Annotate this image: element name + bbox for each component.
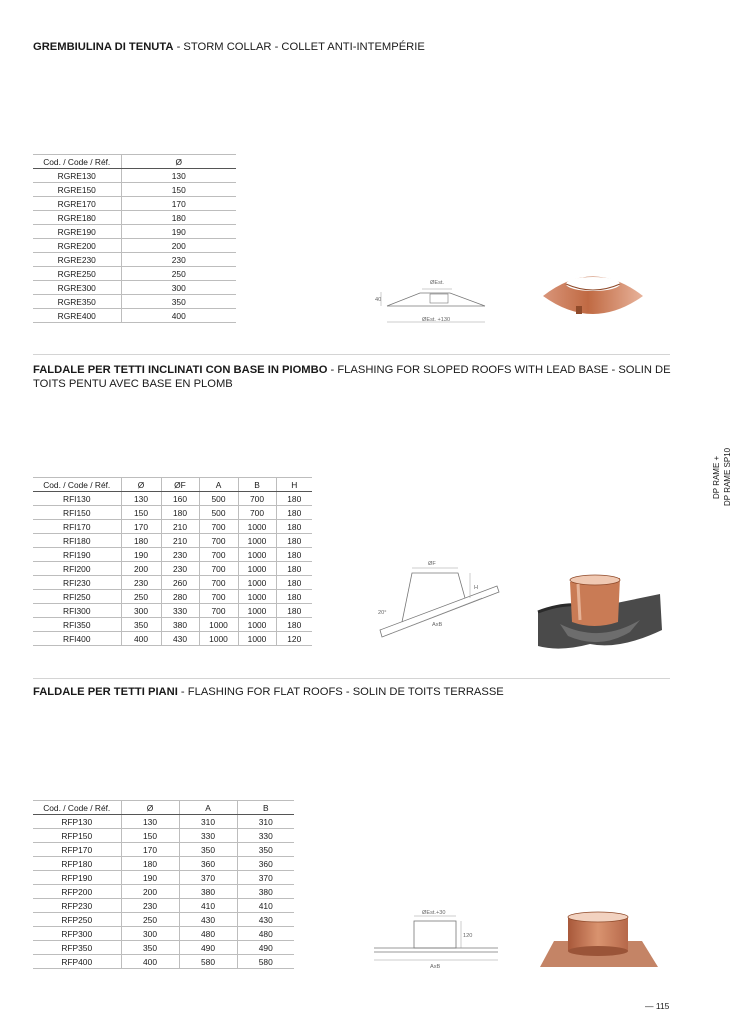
diagram-label-h: H xyxy=(474,585,479,591)
value-cell: 190 xyxy=(121,871,179,885)
value-cell: 500 xyxy=(199,492,238,506)
column-header: B xyxy=(237,801,294,815)
table-row xyxy=(33,295,236,309)
value-cell: 250 xyxy=(121,590,161,604)
value-cell: 180 xyxy=(121,211,236,225)
column-header: Ø xyxy=(121,801,179,815)
side-label-line-1: DP RAME + xyxy=(712,455,721,499)
value-cell: 330 xyxy=(237,829,294,843)
table-row xyxy=(33,857,294,871)
table-row xyxy=(33,927,294,941)
column-header: ØF xyxy=(161,478,199,492)
product-code-cell: RGRE250 xyxy=(33,267,121,281)
product-code-cell: RFP230 xyxy=(33,899,121,913)
value-cell: 400 xyxy=(121,955,179,969)
table-row xyxy=(33,829,294,843)
value-cell: 230 xyxy=(121,253,236,267)
value-cell: 480 xyxy=(237,927,294,941)
value-cell: 310 xyxy=(179,815,237,829)
value-cell: 330 xyxy=(161,604,199,618)
value-cell: 490 xyxy=(179,941,237,955)
value-cell: 230 xyxy=(121,576,161,590)
side-label-line-2: DP RAME SP10 xyxy=(723,447,732,506)
value-cell: 180 xyxy=(276,590,312,604)
value-cell: 700 xyxy=(238,492,276,506)
value-cell: 130 xyxy=(121,492,161,506)
product-code-cell: RFI180 xyxy=(33,534,121,548)
value-cell: 230 xyxy=(161,562,199,576)
flat-roof-flashing-table xyxy=(33,800,294,969)
storm-collar-diagram xyxy=(372,275,502,330)
product-code-cell: RGRE150 xyxy=(33,183,121,197)
column-header: A xyxy=(199,478,238,492)
value-cell: 1000 xyxy=(238,604,276,618)
value-cell: 170 xyxy=(121,520,161,534)
table-row xyxy=(33,211,236,225)
value-cell: 210 xyxy=(161,534,199,548)
value-cell: 180 xyxy=(276,604,312,618)
value-cell: 700 xyxy=(199,534,238,548)
column-header: A xyxy=(179,801,237,815)
value-cell: 210 xyxy=(161,520,199,534)
sloped-flashing-photo xyxy=(530,572,665,652)
value-cell: 400 xyxy=(121,632,161,646)
value-cell: 700 xyxy=(199,548,238,562)
table-row xyxy=(33,239,236,253)
value-cell: 580 xyxy=(237,955,294,969)
product-code-cell: RFI300 xyxy=(33,604,121,618)
value-cell: 230 xyxy=(121,899,179,913)
value-cell: 430 xyxy=(161,632,199,646)
table-row xyxy=(33,562,312,576)
value-cell: 180 xyxy=(276,548,312,562)
value-cell: 1000 xyxy=(238,632,276,646)
flat-flashing-photo xyxy=(540,905,660,971)
value-cell: 350 xyxy=(179,843,237,857)
table-header-row xyxy=(33,478,312,492)
table-row xyxy=(33,899,294,913)
value-cell: 380 xyxy=(179,885,237,899)
value-cell: 1000 xyxy=(238,590,276,604)
value-cell: 260 xyxy=(161,576,199,590)
value-cell: 180 xyxy=(276,492,312,506)
value-cell: 490 xyxy=(237,941,294,955)
diagram-label-40: 40 xyxy=(375,297,382,303)
column-header: Ø xyxy=(121,478,161,492)
value-cell: 180 xyxy=(121,534,161,548)
value-cell: 1000 xyxy=(199,632,238,646)
value-cell: 150 xyxy=(121,183,236,197)
product-code-cell: RFP400 xyxy=(33,955,121,969)
table-row xyxy=(33,492,312,506)
value-cell: 430 xyxy=(179,913,237,927)
value-cell: 350 xyxy=(121,941,179,955)
value-cell: 180 xyxy=(121,857,179,871)
value-cell: 700 xyxy=(238,506,276,520)
diagram-label-of: ØF xyxy=(428,561,436,567)
sloped-flashing-diagram xyxy=(372,558,507,653)
product-code-cell: RFI400 xyxy=(33,632,121,646)
table-row xyxy=(33,941,294,955)
product-code-cell: RFI130 xyxy=(33,492,121,506)
diagram-label-axb: AxB xyxy=(432,622,443,628)
product-code-cell: RGRE130 xyxy=(33,169,121,183)
table-row xyxy=(33,281,236,295)
value-cell: 380 xyxy=(237,885,294,899)
table-row xyxy=(33,183,236,197)
product-code-cell: RFP170 xyxy=(33,843,121,857)
diagram-label-est: ØEst. xyxy=(430,280,444,286)
value-cell: 700 xyxy=(199,576,238,590)
diagram-label-est-30: ØEst.+30 xyxy=(422,910,446,916)
storm-collar-photo xyxy=(538,262,648,324)
table-row xyxy=(33,534,312,548)
value-cell: 700 xyxy=(199,590,238,604)
value-cell: 350 xyxy=(121,618,161,632)
value-cell: 1000 xyxy=(238,548,276,562)
table-row xyxy=(33,955,294,969)
product-code-cell: RFP180 xyxy=(33,857,121,871)
storm-collar-table xyxy=(33,154,236,323)
column-header: Ø xyxy=(121,155,236,169)
value-cell: 300 xyxy=(121,927,179,941)
column-header: Cod. / Code / Réf. xyxy=(33,155,121,169)
value-cell: 180 xyxy=(276,576,312,590)
value-cell: 1000 xyxy=(238,534,276,548)
value-cell: 150 xyxy=(121,506,161,520)
product-code-cell: RFP150 xyxy=(33,829,121,843)
table-row xyxy=(33,225,236,239)
table-row xyxy=(33,548,312,562)
value-cell: 350 xyxy=(121,295,236,309)
table-row xyxy=(33,843,294,857)
value-cell: 230 xyxy=(161,548,199,562)
table-row xyxy=(33,913,294,927)
product-code-cell: RFP300 xyxy=(33,927,121,941)
product-code-cell: RGRE400 xyxy=(33,309,121,323)
diagram-label-120: 120 xyxy=(463,933,473,939)
column-header: Cod. / Code / Réf. xyxy=(33,801,121,815)
value-cell: 190 xyxy=(121,548,161,562)
value-cell: 130 xyxy=(121,815,179,829)
value-cell: 250 xyxy=(121,913,179,927)
flat-flashing-diagram xyxy=(372,910,502,970)
product-code-cell: RGRE190 xyxy=(33,225,121,239)
product-code-cell: RGRE170 xyxy=(33,197,121,211)
value-cell: 1000 xyxy=(238,520,276,534)
table-row xyxy=(33,885,294,899)
product-code-cell: RGRE300 xyxy=(33,281,121,295)
value-cell: 180 xyxy=(276,618,312,632)
side-label xyxy=(706,440,742,510)
value-cell: 160 xyxy=(161,492,199,506)
value-cell: 1000 xyxy=(238,562,276,576)
column-header: H xyxy=(276,478,312,492)
product-code-cell: RGRE200 xyxy=(33,239,121,253)
table-row xyxy=(33,267,236,281)
value-cell: 410 xyxy=(237,899,294,913)
section-1-title: GREMBIULINA DI TENUTA - STORM COLLAR - COLLET ANTI-INTEMPÉRIE xyxy=(33,41,425,53)
value-cell: 280 xyxy=(161,590,199,604)
value-cell: 700 xyxy=(199,520,238,534)
value-cell: 170 xyxy=(121,843,179,857)
value-cell: 360 xyxy=(179,857,237,871)
value-cell: 180 xyxy=(161,506,199,520)
diagram-label-axb: AxB xyxy=(430,964,441,970)
value-cell: 180 xyxy=(276,562,312,576)
product-code-cell: RFI230 xyxy=(33,576,121,590)
section-3-title: FALDALE PER TETTI PIANI - FLASHING FOR FLAT ROOFS - SOLIN DE TOITS TERRASSE xyxy=(33,686,504,698)
value-cell: 200 xyxy=(121,562,161,576)
column-header: Cod. / Code / Réf. xyxy=(33,478,121,492)
value-cell: 200 xyxy=(121,885,179,899)
product-code-cell: RFP350 xyxy=(33,941,121,955)
sloped-roof-flashing-table xyxy=(33,477,312,646)
value-cell: 180 xyxy=(276,534,312,548)
table-header-row xyxy=(33,801,294,815)
value-cell: 700 xyxy=(199,604,238,618)
value-cell: 700 xyxy=(199,562,238,576)
value-cell: 1000 xyxy=(238,576,276,590)
value-cell: 250 xyxy=(121,267,236,281)
product-code-cell: RFI350 xyxy=(33,618,121,632)
diagram-label-angle: 20° xyxy=(378,610,387,616)
table-row xyxy=(33,520,312,534)
value-cell: 500 xyxy=(199,506,238,520)
product-code-cell: RFP250 xyxy=(33,913,121,927)
value-cell: 370 xyxy=(237,871,294,885)
divider xyxy=(33,678,670,679)
table-row xyxy=(33,309,236,323)
value-cell: 310 xyxy=(237,815,294,829)
value-cell: 370 xyxy=(179,871,237,885)
value-cell: 150 xyxy=(121,829,179,843)
product-code-cell: RFI190 xyxy=(33,548,121,562)
value-cell: 180 xyxy=(276,520,312,534)
table-row xyxy=(33,169,236,183)
table-row xyxy=(33,506,312,520)
value-cell: 380 xyxy=(161,618,199,632)
table-row xyxy=(33,253,236,267)
value-cell: 360 xyxy=(237,857,294,871)
product-code-cell: RFI150 xyxy=(33,506,121,520)
section-2-title: FALDALE PER TETTI INCLINATI CON BASE IN PIOMBO - FLASHING FOR SLOPED ROOFS WITH LEAD BASE - SOLIN DE TOITS PENTU AVEC BASE EN PLOMB xyxy=(33,364,671,390)
value-cell: 300 xyxy=(121,281,236,295)
product-code-cell: RFI200 xyxy=(33,562,121,576)
table-row xyxy=(33,576,312,590)
value-cell: 350 xyxy=(237,843,294,857)
value-cell: 1000 xyxy=(238,618,276,632)
product-code-cell: RFP130 xyxy=(33,815,121,829)
table-row xyxy=(33,815,294,829)
table-row xyxy=(33,632,312,646)
table-header-row xyxy=(33,155,236,169)
value-cell: 200 xyxy=(121,239,236,253)
product-code-cell: RGRE350 xyxy=(33,295,121,309)
table-row xyxy=(33,618,312,632)
value-cell: 400 xyxy=(121,309,236,323)
value-cell: 300 xyxy=(121,604,161,618)
value-cell: 580 xyxy=(179,955,237,969)
value-cell: 180 xyxy=(276,506,312,520)
product-code-cell: RFP190 xyxy=(33,871,121,885)
value-cell: 170 xyxy=(121,197,236,211)
divider xyxy=(33,354,670,355)
value-cell: 480 xyxy=(179,927,237,941)
product-code-cell: RGRE180 xyxy=(33,211,121,225)
table-row xyxy=(33,604,312,618)
product-code-cell: RFP200 xyxy=(33,885,121,899)
product-code-cell: RFI250 xyxy=(33,590,121,604)
table-row xyxy=(33,197,236,211)
diagram-label-est-130: ØEst. +130 xyxy=(422,317,451,323)
value-cell: 1000 xyxy=(199,618,238,632)
value-cell: 410 xyxy=(179,899,237,913)
product-code-cell: RGRE230 xyxy=(33,253,121,267)
value-cell: 330 xyxy=(179,829,237,843)
page-number: — 115 xyxy=(645,1001,670,1011)
product-code-cell: RFI170 xyxy=(33,520,121,534)
value-cell: 120 xyxy=(276,632,312,646)
column-header: B xyxy=(238,478,276,492)
table-row xyxy=(33,871,294,885)
value-cell: 130 xyxy=(121,169,236,183)
value-cell: 430 xyxy=(237,913,294,927)
value-cell: 190 xyxy=(121,225,236,239)
table-row xyxy=(33,590,312,604)
